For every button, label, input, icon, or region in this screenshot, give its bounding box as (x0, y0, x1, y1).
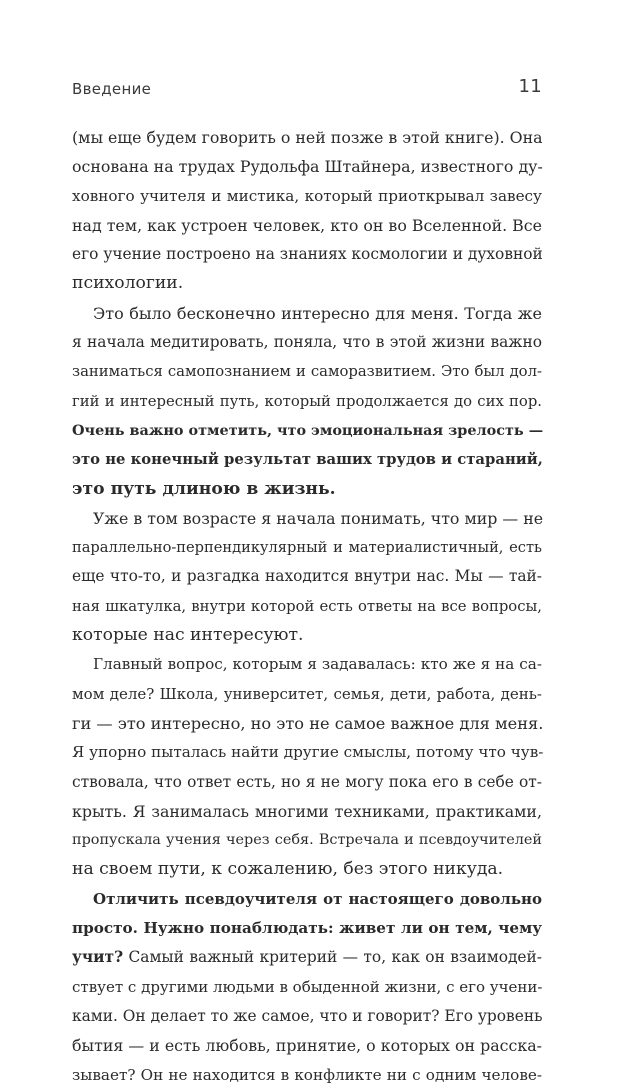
text-line: крыть. Я занималась многими техниками, практиками, (72, 801, 542, 821)
page-number: 11 (518, 76, 542, 97)
text-line: гий и интересный путь, который продолжается до сих пор. (72, 392, 542, 410)
text-line: Это было бесконечно интересно для меня. Тогда же (93, 303, 542, 323)
text-line: это не конечный результат ваших трудов и стараний, (72, 451, 543, 469)
text-line: ги — это интересно, но это не самое важное для меня. (72, 713, 544, 733)
paragraph (72, 650, 542, 884)
regular-fragment: Самый важный критерий — то, как он взаимодей- (123, 948, 542, 967)
text-line: основана на трудах Рудольфа Штайнера, известного ду- (72, 157, 543, 177)
text-line: ствовала, что ответ есть, но я не могу пока его в себе от- (72, 772, 542, 791)
text-line: я начала медитировать, поняла, что в этой жизни важно (72, 333, 542, 352)
running-header (72, 76, 542, 102)
text-line: мом деле? Школа, университет, семья, дети, работа, день- (72, 684, 542, 703)
text-line: психологии. (72, 273, 184, 294)
text-line: зывает? Он не находится в конфликте ни с одним челове- (72, 1065, 542, 1084)
text-line: заниматься самопознанием и саморазвитием. Это был дол- (72, 363, 542, 381)
text-line: Главный вопрос, которым я задавалась: кто же я на са- (93, 655, 542, 674)
text-line: на своем пути, к сожалению, без этого никуда. (72, 859, 504, 880)
paragraph (72, 504, 542, 650)
text-line: Отличить псевдоучителя от настоящего довольно (93, 889, 542, 908)
paragraph (72, 123, 542, 299)
text-line: бытия — и есть любовь, принятие, о которых он расска- (72, 1036, 542, 1056)
bold-fragment: учит? (72, 948, 124, 967)
text-line: Очень важно отметить, что эмоциональная зрелость — (72, 421, 544, 439)
text-line: пропускала учения через себя. Встречала и псевдоучителей (72, 832, 542, 849)
paragraph (72, 299, 542, 504)
text-line: которые нас интересуют. (72, 625, 304, 646)
text-line: ствует с другими людьми в обыденной жизни, с его учени- (72, 977, 543, 996)
text-line: (мы еще будем говорить о ней позже в этой книге). Она (72, 128, 543, 147)
section-title: Введение (72, 80, 152, 98)
text-line: его учение построено на знаниях космологии и духовной (72, 245, 543, 264)
text-line: ками. Он делает то же самое, что и говорит? Его уровень (72, 1006, 543, 1025)
text-line: Я упорно пыталась найти другие смыслы, потому что чув- (72, 743, 544, 762)
body-text (72, 123, 542, 1090)
text-line: над тем, как устроен человек, кто он во Вселенной. Все (72, 215, 542, 235)
text-line: Уже в том возрасте я начала понимать, что мир — не (93, 508, 544, 528)
text-line: это путь длиною в жизнь. (72, 478, 336, 499)
text-line: ная шкатулка, внутри которой есть ответы на все вопросы, (72, 597, 542, 615)
text-line: просто. Нужно понаблюдать: живет ли он тем, чему (72, 919, 542, 938)
text-line: еще что-то, и разгадка находится внутри нас. Мы — тай- (72, 567, 542, 586)
text-line: ховного учителя и мистика, который приоткрывал завесу (72, 186, 542, 205)
paragraph (72, 885, 542, 1090)
text-line (72, 943, 542, 972)
text-line: параллельно-перпендикулярный и материалистичный, есть (72, 539, 542, 557)
